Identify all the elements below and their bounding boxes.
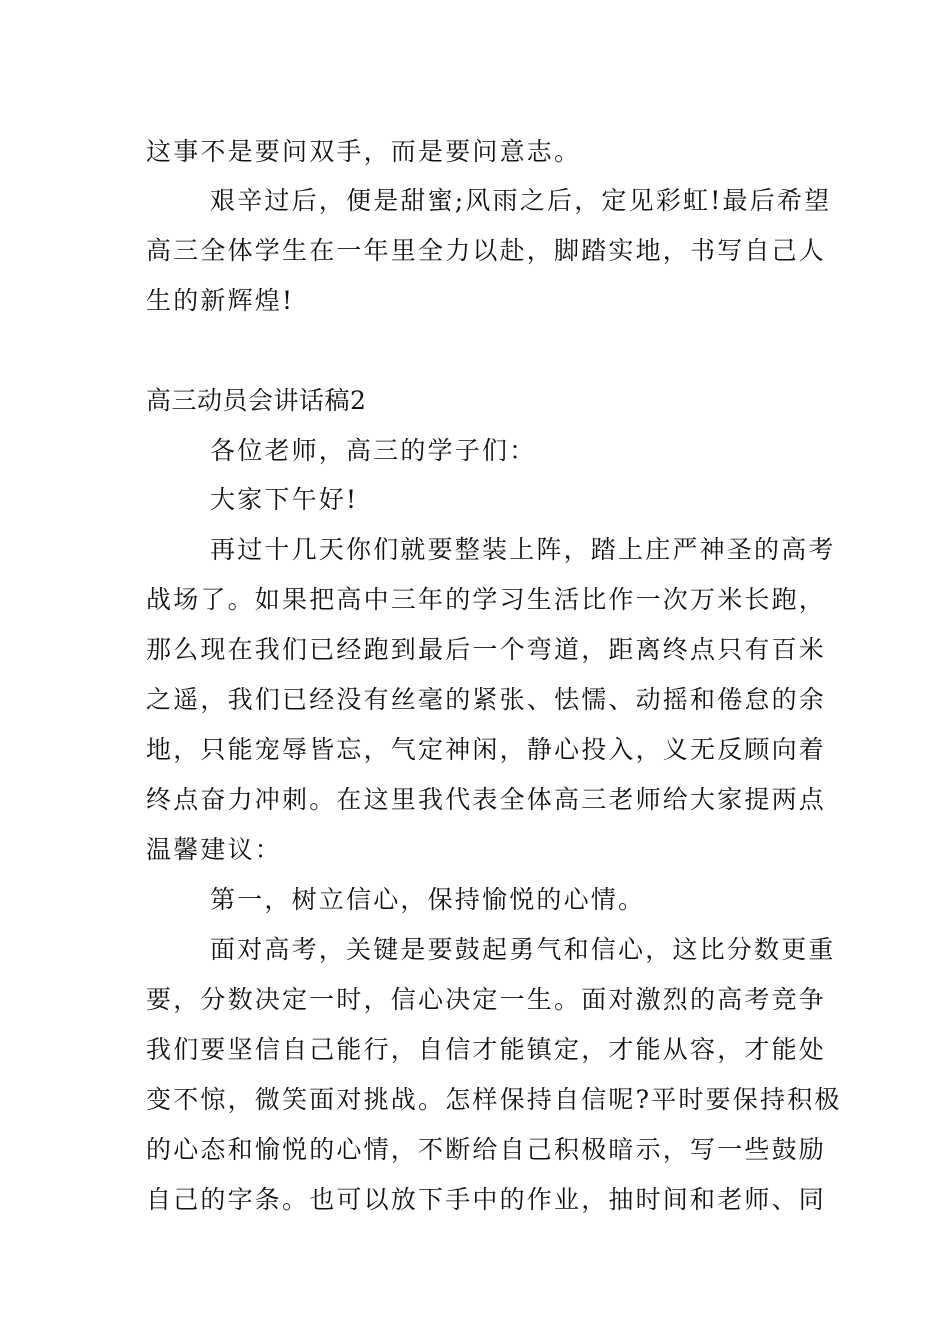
paragraph-line: 这事不是要问双手，而是要问意志。 bbox=[146, 137, 582, 166]
paragraph-line: 战场了。如果把高中三年的学习生活比作一次万米长跑， bbox=[146, 585, 827, 614]
paragraph-line: 面对高考，关键是要鼓起勇气和信心，这比分数更重 bbox=[210, 935, 836, 964]
greeting: 大家下午好! bbox=[210, 485, 359, 514]
paragraph-line: 的心态和愉悦的心情，不断给自己积极暗示，写一些鼓励 bbox=[146, 1135, 827, 1164]
paragraph-line: 艰辛过后，便是甜蜜;风雨之后，定见彩虹!最后希望 bbox=[210, 186, 832, 215]
paragraph-line: 温馨建议： bbox=[146, 835, 283, 864]
paragraph-line: 再过十几天你们就要整装上阵，踏上庄严神圣的高考 bbox=[210, 535, 836, 564]
paragraph-line: 高三全体学生在一年里全力以赴，脚踏实地，书写自己人 bbox=[146, 236, 827, 265]
salutation: 各位老师，高三的学子们： bbox=[210, 436, 537, 465]
paragraph-line: 变不惊，微笑面对挑战。怎样保持自信呢?平时要保持积极 bbox=[146, 1085, 842, 1114]
paragraph-line: 之遥，我们已经没有丝毫的紧张、怯懦、动摇和倦怠的余 bbox=[146, 685, 827, 714]
section-heading: 高三动员会讲话稿2 bbox=[146, 386, 367, 415]
paragraph-line: 那么现在我们已经跑到最后一个弯道，距离终点只有百米 bbox=[146, 635, 827, 664]
paragraph-line: 终点奋力冲刺。在这里我代表全体高三老师给大家提两点 bbox=[146, 785, 827, 814]
paragraph-line: 生的新辉煌! bbox=[146, 286, 295, 315]
paragraph-line: 自己的字条。也可以放下手中的作业，抽时间和老师、同 bbox=[146, 1185, 827, 1214]
paragraph-line: 我们要坚信自己能行，自信才能镇定，才能从容，才能处 bbox=[146, 1035, 827, 1064]
paragraph-line: 要，分数决定一时，信心决定一生。面对激烈的高考竞争 bbox=[146, 985, 827, 1014]
paragraph-line: 地，只能宠辱皆忘，气定神闲，静心投入，义无反顾向着 bbox=[146, 735, 827, 764]
point-heading: 第一，树立信心，保持愉悦的心情。 bbox=[210, 885, 646, 914]
